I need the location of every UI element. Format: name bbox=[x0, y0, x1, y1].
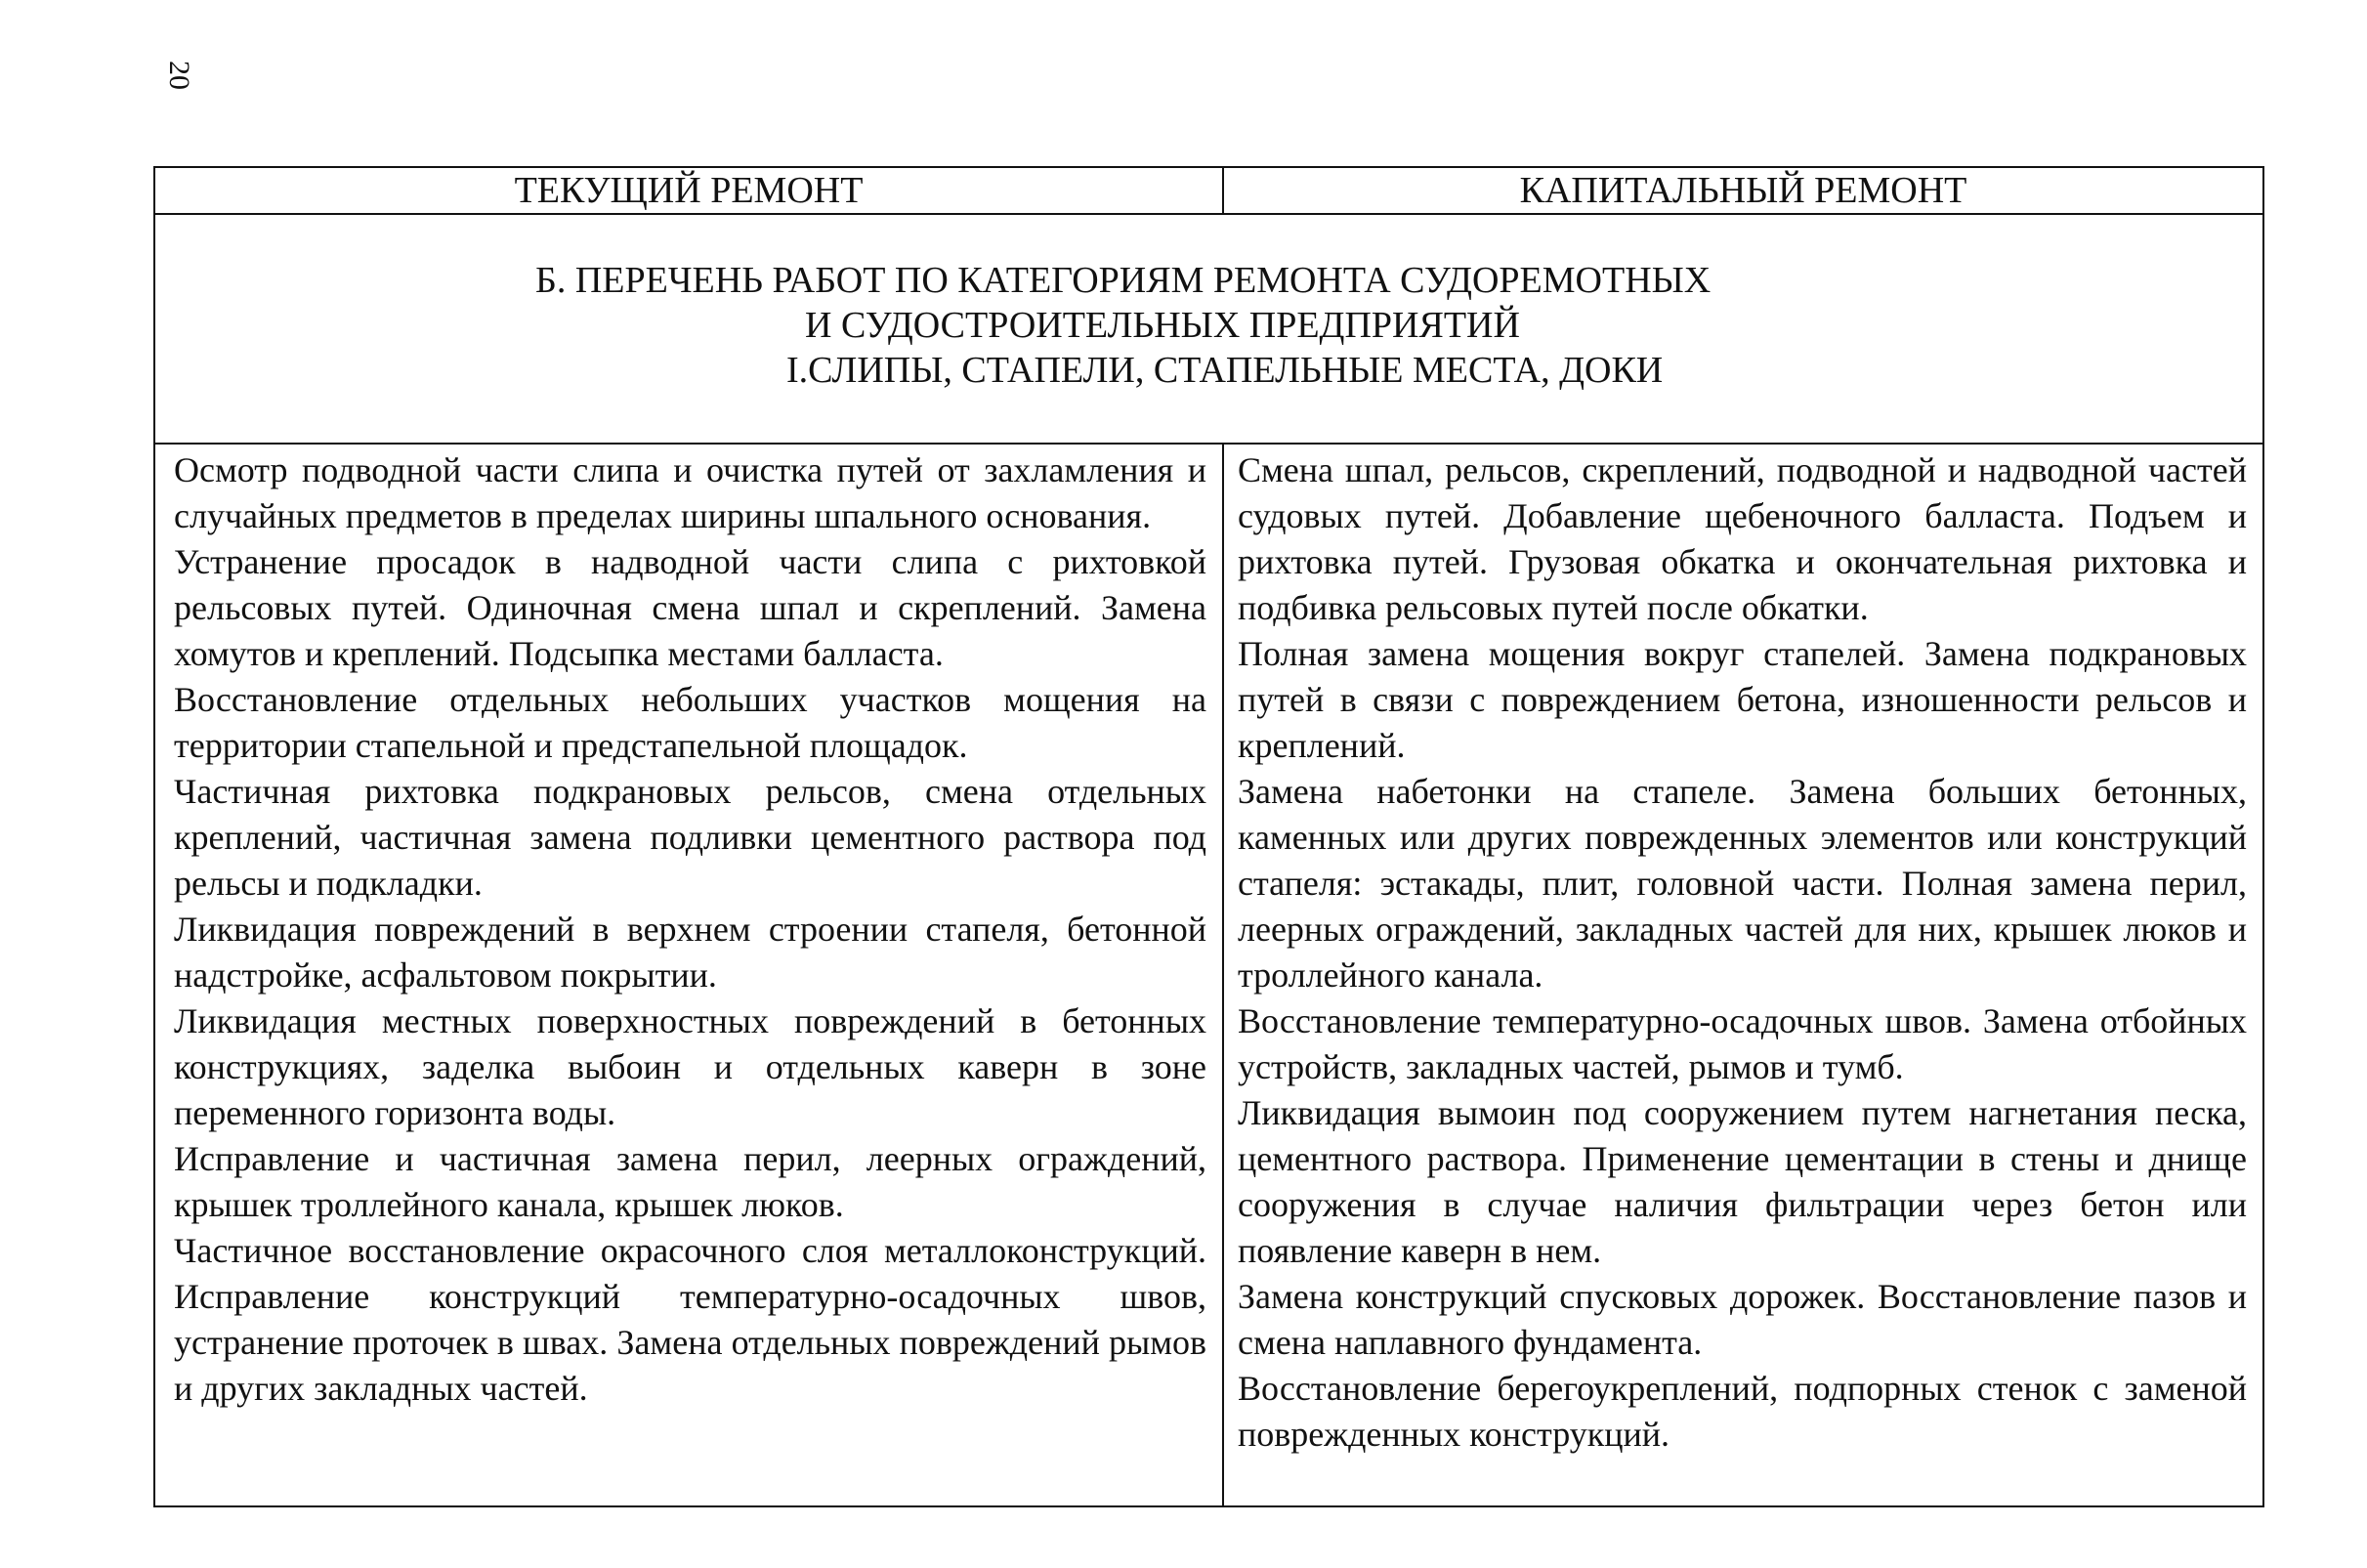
table-header-row bbox=[155, 168, 2262, 215]
repair-table bbox=[153, 166, 2264, 1507]
current-repair-item: Частичная рихтовка подкрановых рельсов, смена отдельных креплений, частичная замена подливки цементного раствора под рельсы и подкладки. bbox=[174, 772, 1206, 903]
current-repair-item: Частичное восстановление окрасочного слоя металлоконструкций. Исправление конструкций температурно-осадочных швов, устранение проточек в швах. Замена отдельных повреждений рымов и других закладных частей. bbox=[174, 1231, 1206, 1408]
header-current-repair: ТЕКУЩИЙ РЕМОНТ bbox=[155, 168, 1224, 213]
section-title bbox=[155, 215, 2262, 445]
page-number: 20 bbox=[163, 61, 195, 90]
current-repair-item: Ликвидация местных поверхностных повреждений в бетонных конструкциях, заделка выбоин и отдельных каверн в зоне переменного горизонта воды. bbox=[174, 1001, 1206, 1132]
current-repair-item: Исправление и частичная замена перил, леерных ограждений, крышек троллейного канала, крышек люков. bbox=[174, 1139, 1206, 1224]
current-repair-item: Восстановление отдельных небольших участков мощения на территории стапельной и предстапельной площадок. bbox=[174, 680, 1206, 765]
capital-repair-column bbox=[1224, 445, 2262, 1507]
capital-repair-item: Смена шпал, рельсов, скреплений, подводной и надводной частей судовых путей. Добавление щебеночного балласта. Подъем и рихтовка путей. Грузовая обкатка и окончательная рихтовка и подбивка рельсовых путей после обкатки. bbox=[1238, 450, 2247, 627]
current-repair-item: Ликвидация повреждений в верхнем строении стапеля, бетонной надстройке, асфальтовом покрытии. bbox=[174, 910, 1206, 995]
capital-repair-item: Замена конструкций спусковых дорожек. Восстановление пазов и смена наплавного фундамента. bbox=[1238, 1277, 2247, 1362]
current-repair-item: Устранение просадок в надводной части слипа с рихтовкой рельсовых путей. Одиночная смена шпал и скреплений. Замена хомутов и креплений. Подсыпка местами балласта. bbox=[174, 542, 1206, 673]
table-body-row bbox=[155, 445, 2262, 1507]
capital-repair-item: Восстановление берегоукреплений, подпорных стенок с заменой поврежденных конструкций. bbox=[1238, 1369, 2247, 1454]
capital-repair-item: Полная замена мощения вокруг стапелей. Замена подкрановых путей в связи с повреждением бетона, изношенности рельсов и креплений. bbox=[1238, 634, 2247, 765]
current-repair-item: Осмотр подводной части слипа и очистка путей от захламления и случайных предметов в пределах ширины шпального основания. bbox=[174, 450, 1206, 535]
capital-repair-item: Ликвидация вымоин под сооружением путем нагнетания песка, цементного раствора. Применение цементации в стены и днище сооружения в случае наличия фильтрации через бетон или появление каверн в нем. bbox=[1238, 1093, 2247, 1270]
header-capital-repair: КАПИТАЛЬНЫЙ РЕМОНТ bbox=[1519, 170, 1967, 211]
capital-repair-item: Восстановление температурно-осадочных швов. Замена отбойных устройств, закладных частей, рымов и тумб. bbox=[1238, 1001, 2247, 1086]
section-title-line-2: И СУДОСТРОИТЕЛЬНЫХ ПРЕДПРИЯТИЙ bbox=[805, 305, 1520, 346]
section-title-line-3: I.СЛИПЫ, СТАПЕЛИ, СТАПЕЛЬНЫЕ МЕСТА, ДОКИ bbox=[786, 350, 1664, 391]
capital-repair-item: Замена набетонки на стапеле. Замена больших бетонных, каменных или других поврежденных элементов или конструкций стапеля: эстакады, плит, головной части. Полная замена перил, леерных ограждений, закладных частей для них, крышек люков и троллейного канала. bbox=[1238, 772, 2247, 995]
section-title-line-1: Б. ПЕРЕЧЕНЬ РАБОТ ПО КАТЕГОРИЯМ РЕМОНТА СУДОРЕМОТНЫХ bbox=[535, 260, 1712, 301]
current-repair-column bbox=[155, 445, 1224, 1507]
